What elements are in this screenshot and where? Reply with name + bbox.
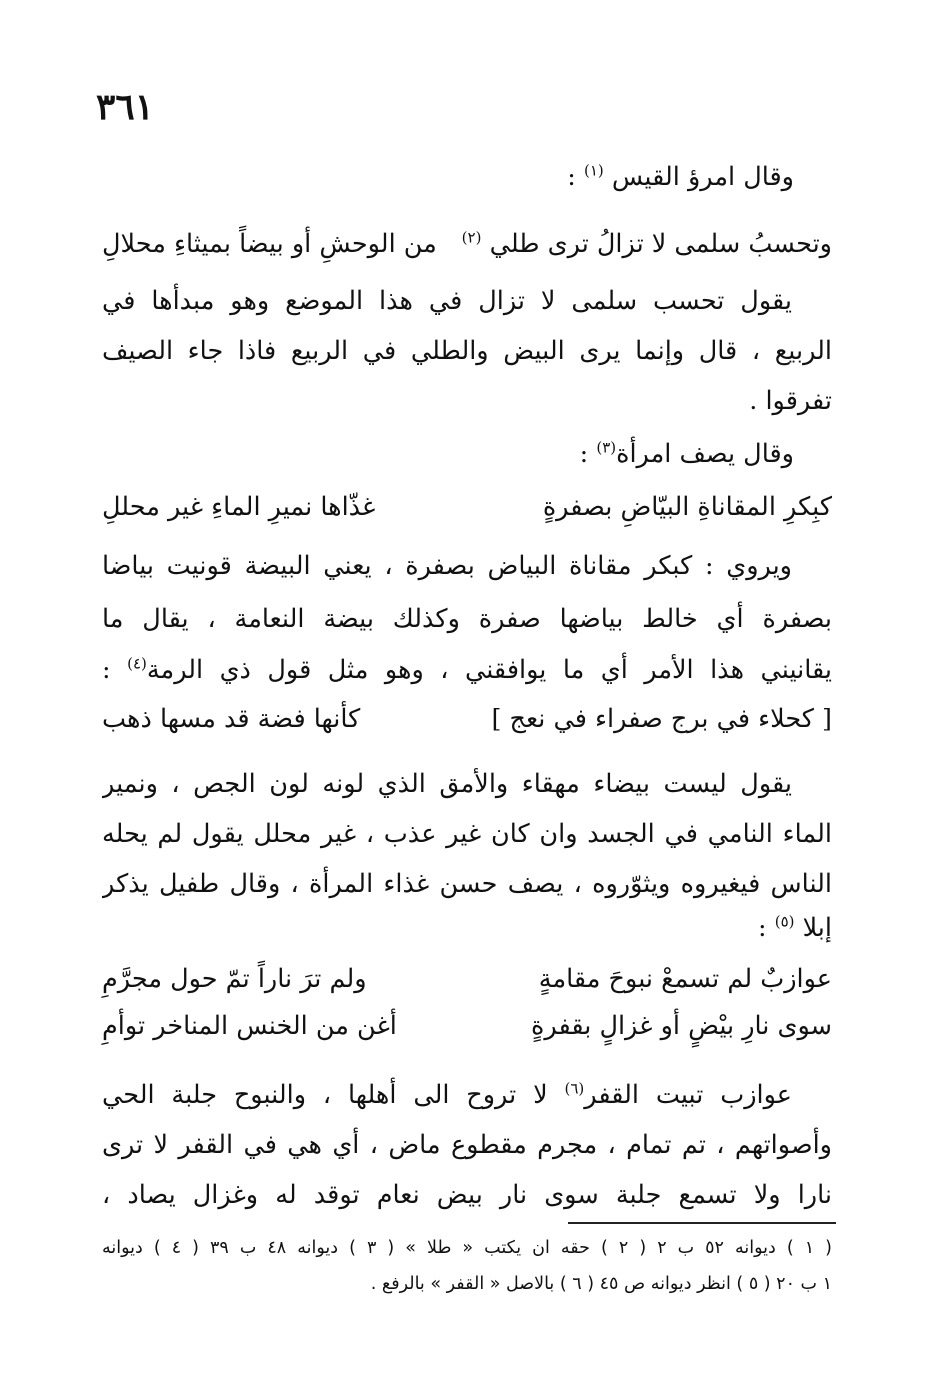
line-text: عوازب تبيت القفر [584,1080,792,1110]
line-tail: : [758,913,775,943]
verse-second-hemistich: أغن من الخنس المناخر توأمِ [102,1011,397,1041]
footnote-ref: (٤) [127,654,147,673]
footnote-ref: (٥) [774,912,795,931]
verse-line [102,219,832,269]
intro-text: وقال يصف امرأة [616,439,794,469]
text-line: نارا ولا تسمع جلبة سوى نار بيض نعام توقد له وغزال يصاد ، [102,1180,832,1210]
footnote-ref: (٢) [461,228,482,247]
verse-first-hemistich: كبِكرِ المقاناةِ البيّاضِ بصفرةٍ [542,492,832,522]
line-text: يقانيني هذا الأمر أي ما يوافقني ، وهو مثل قول ذي الرمة [146,655,832,685]
text-line: وأصواتهم ، تم تمام ، مجرم مقطوع ماض ، أي هي في القفر لا ترى [102,1130,832,1160]
verse-line [102,1001,832,1051]
intro-text: وقال امرؤ القيس [611,162,794,192]
text-line: تفرقوا . [749,386,832,416]
line-text: إبلا [802,913,832,943]
footnote-rule [568,1222,836,1224]
text-line: الربيع ، قال وإنما يرى البيض والطلي في الربيع فاذا جاء الصيف [102,336,832,366]
text-line: يقول تحسب سلمى لا تزال في هذا الموضع وهو مبدأها في [102,286,792,316]
footnote-ref: (١) [584,161,604,180]
verse-first-hemistich: [ كحلاء في برج صفراء في نعج ] [491,704,832,734]
text-line: ويروي : كبكر مقاناة البياض بصفرة ، يعني البيضة قونيت بياضا [102,551,792,581]
intro-line [580,429,794,479]
verse-first-hemistich: عوازبٌ لم تسمعْ نبوحَ مقامةٍ [538,964,832,994]
text-line [102,645,832,695]
footnote-line: ( ١ ) ديوانه ٥٢ ب ٢ ( ٢ ) حقه ان يكتب « طلا » ( ٣ ) ديوانه ٤٨ ب ٣٩ ( ٤ ) ديوانه [102,1238,832,1258]
verse-second-hemistich: غذّاها نميرِ الماءِ غير محللِ [102,492,376,522]
verse-line [102,482,832,532]
verse-second-hemistich: كأنها فضة قد مسها ذهب [102,704,361,734]
text-line: بصفرة أي خالط بياضها صفرة وكذلك بيضة النعامة ، يقال ما [102,604,832,634]
text-line [102,1070,792,1120]
verse-line [102,954,832,1004]
hemistich-text: وتحسبُ سلمى لا تزالُ ترى طلي [489,229,832,259]
footnote-line: ١ ب ٢٠ ( ٥ ) انظر ديوانه ص ٤٥ ( ٦ ) بالاصل « القفر » بالرفع . [370,1274,832,1294]
line-tail: : [102,655,128,685]
page-number: ٣٦١ [95,86,154,128]
text-line: يقول ليست بيضاء مهقاء والأمق الذي لونه لون الجص ، ونمير [102,769,792,799]
text-line: الناس فيغيروه ويثوّروه ، يصف حسن غذاء المرأة ، وقال طفيل يذكر [102,869,832,899]
verse-line [102,694,832,744]
intro-line [567,152,794,202]
footnote-ref: (٦) [564,1079,585,1098]
text-line [758,903,832,953]
line-tail: لا تروح الى أهلها ، والنبوح جلبة الحي [102,1080,565,1110]
intro-tail: : [579,439,597,469]
verse-second-hemistich: ولم ترَ ناراً تمّ حول مجرَّمِ [102,964,367,994]
intro-tail: : [567,162,584,192]
verse-first-hemistich [462,219,832,269]
text-line: الماء النامي في الجسد وان كان غير عذب ، غير محلل يقول لم يحله [102,819,832,849]
footnote-ref: (٣) [596,438,617,457]
verse-second-hemistich: من الوحشِ أو بيضاً بميثاءِ محلالِ [102,229,437,259]
verse-first-hemistich: سوى نارِ بيْضٍ أو غزالٍ بقفرةٍ [531,1011,832,1041]
